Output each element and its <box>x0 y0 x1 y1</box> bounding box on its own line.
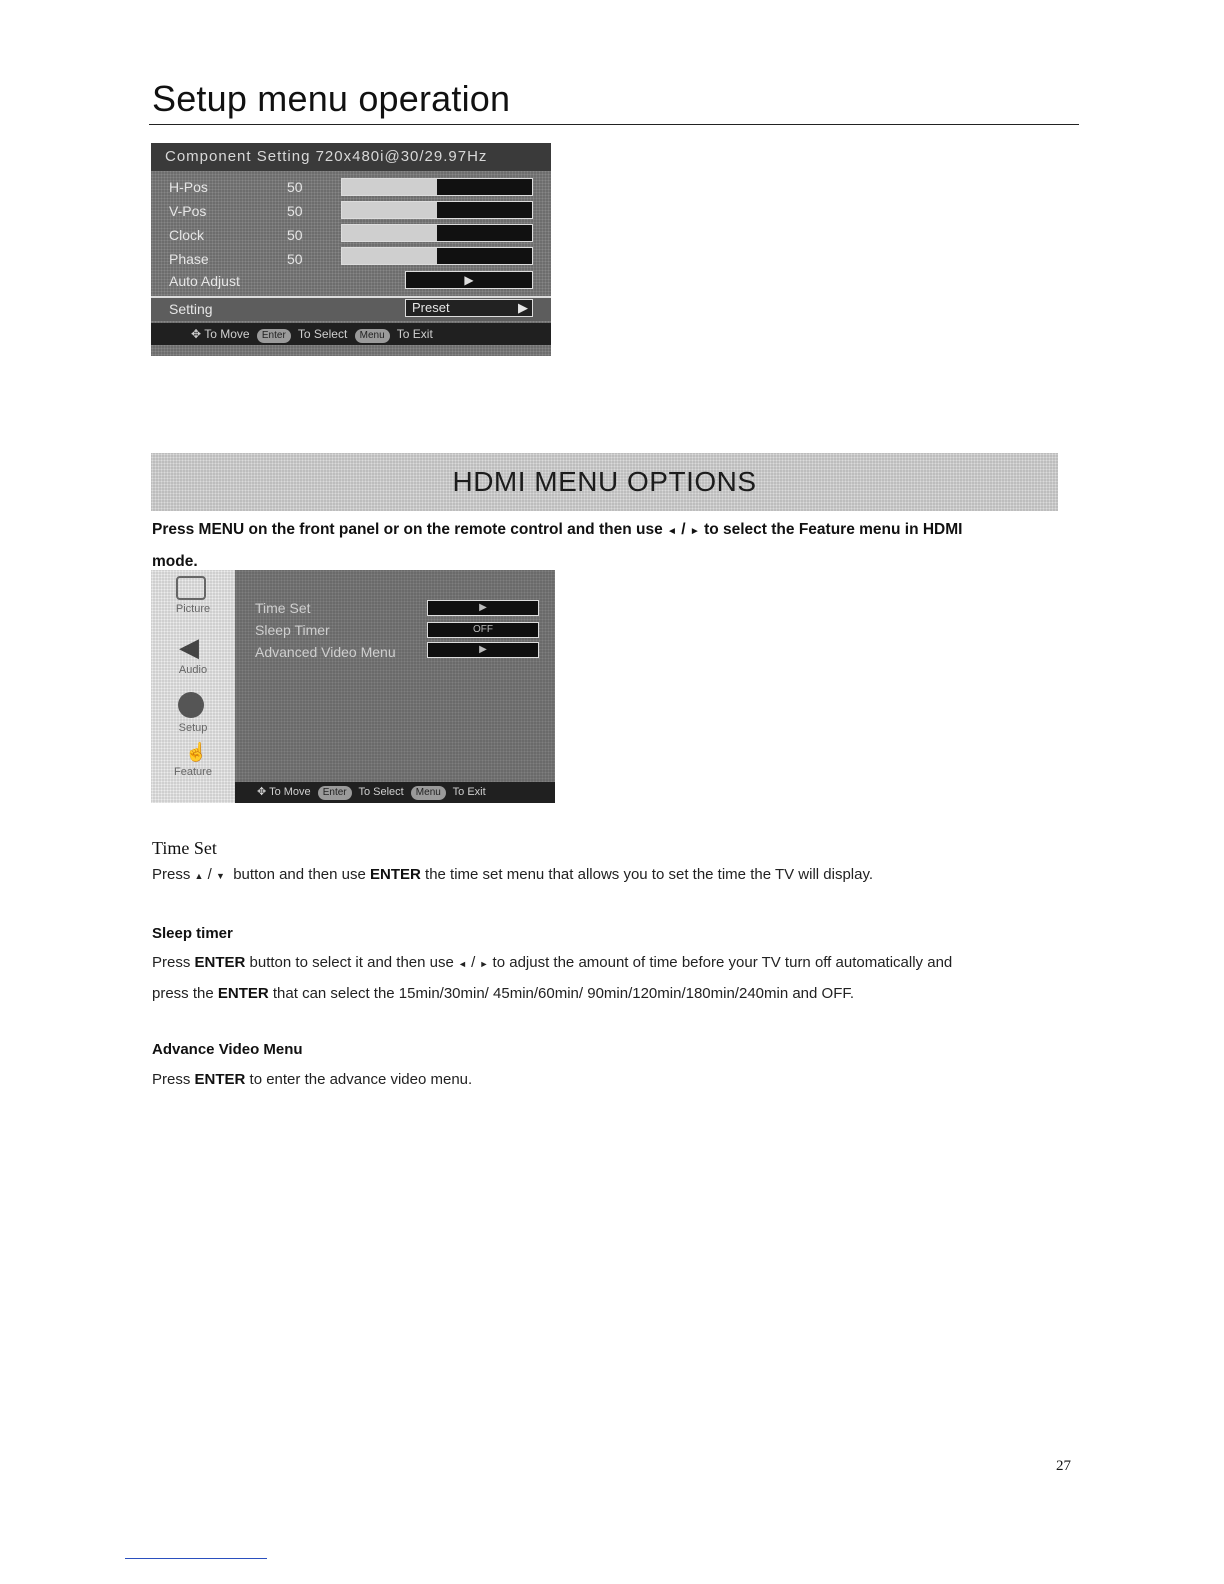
enter-keyword: ENTER <box>217 985 269 1002</box>
feature-menu-screenshot <box>151 570 555 803</box>
hdmi-instruction <box>152 515 1057 577</box>
text: Press <box>152 1071 191 1088</box>
setting-value: Preset <box>412 300 450 315</box>
component-setting-screenshot <box>151 143 551 356</box>
hpos-bar <box>341 178 533 196</box>
menu-item-sleep-timer: Sleep Timer <box>255 622 330 638</box>
osd-sidebar <box>151 570 235 803</box>
sleep-timer-box <box>427 622 539 638</box>
time-set-paragraph <box>152 860 1082 891</box>
sleep-timer-value: OFF <box>473 624 493 635</box>
enter-keyword: ENTER <box>194 1071 246 1088</box>
time-set-box <box>427 600 539 616</box>
arrow-right-icon: ▶ <box>479 602 487 613</box>
text: to adjust the amount of time before your TV turn off automatically and <box>492 954 953 971</box>
text: button to select it and then use <box>249 954 454 971</box>
text: Press <box>152 954 191 971</box>
side-item-picture: Picture <box>175 603 211 615</box>
text: button and then use <box>233 866 366 883</box>
auto-adjust-box <box>405 271 533 289</box>
up-arrow-icon: ▲ <box>194 871 204 881</box>
sleep-timer-paragraph <box>152 948 1087 1009</box>
advanced-video-box <box>427 642 539 658</box>
side-item-audio: Audio <box>178 664 208 676</box>
instruction-text: to select the Feature menu in HDMI <box>704 521 963 538</box>
row-label-vpos: V-Pos <box>169 203 207 219</box>
text: to enter the advance video menu. <box>249 1071 473 1088</box>
help-select: To Select <box>297 327 348 341</box>
feature-icon: ☝ <box>185 742 208 762</box>
help-exit: To Exit <box>452 786 486 798</box>
advance-video-heading: Advance Video Menu <box>152 1041 303 1058</box>
arrow-right-icon: ▶ <box>479 644 487 655</box>
footer-rule <box>125 1558 267 1559</box>
row-value-phase: 50 <box>287 251 303 267</box>
side-item-setup: Setup <box>178 722 208 734</box>
time-set-heading: Time Set <box>152 838 217 858</box>
help-move: To Move <box>269 786 311 798</box>
left-arrow-icon: ◄ <box>667 526 677 537</box>
advance-video-paragraph <box>152 1065 1082 1095</box>
menu-item-time-set: Time Set <box>255 600 311 616</box>
hdmi-banner <box>151 453 1058 511</box>
row-value-hpos: 50 <box>287 179 303 195</box>
sleep-timer-heading: Sleep timer <box>152 925 233 942</box>
title-rule <box>149 124 1079 125</box>
text: the time set menu that allows you to set the time the TV will display. <box>425 866 874 883</box>
enter-keyword: ENTER <box>370 866 421 883</box>
phase-bar <box>341 247 533 265</box>
enter-button-icon: Enter <box>257 329 291 343</box>
osd-help-bar <box>235 782 555 803</box>
osd-help-bar <box>151 323 551 345</box>
speaker-icon: ◀ <box>179 632 199 662</box>
row-label-phase: Phase <box>169 251 209 267</box>
left-arrow-icon: ◄ <box>458 959 467 969</box>
help-select: To Select <box>358 786 404 798</box>
instruction-separator: / <box>681 521 686 538</box>
row-value-clock: 50 <box>287 227 303 243</box>
page-title: Setup menu operation <box>152 78 511 119</box>
side-item-feature: Feature <box>174 766 212 778</box>
row-label-clock: Clock <box>169 227 205 243</box>
text: press the <box>152 985 214 1002</box>
text: / <box>471 954 476 971</box>
row-value-vpos: 50 <box>287 203 303 219</box>
text: that can select the 15min/30min/ 45min/60min/ 90min/120min/180min/240min and OFF. <box>272 985 855 1002</box>
help-exit: To Exit <box>396 327 433 341</box>
vpos-bar <box>341 201 533 219</box>
enter-keyword: ENTER <box>194 954 246 971</box>
menu-button-icon: Menu <box>355 329 390 343</box>
help-move: To Move <box>204 327 250 341</box>
setting-label: Setting <box>169 301 213 317</box>
hdmi-banner-text: HDMI MENU OPTIONS <box>452 466 757 497</box>
setup-icon <box>178 692 204 718</box>
clock-bar <box>341 224 533 242</box>
move-arrows-icon: ✥ <box>257 786 267 798</box>
menu-button-icon: Menu <box>411 786 446 800</box>
text: / <box>207 866 212 883</box>
menu-item-advanced-video: Advanced Video Menu <box>255 644 396 660</box>
row-label-hpos: H-Pos <box>169 179 208 195</box>
right-arrow-icon: ► <box>689 526 700 537</box>
down-arrow-icon: ▼ <box>215 871 225 881</box>
row-label-auto-adjust: Auto Adjust <box>169 273 240 289</box>
enter-button-icon: Enter <box>318 786 352 800</box>
arrow-right-icon: ▶ <box>518 300 528 315</box>
arrow-right-icon: ▶ <box>464 273 474 287</box>
instruction-text: Press MENU on the front panel or on the remote control and then use <box>152 521 663 538</box>
move-arrows-icon: ✥ <box>191 327 202 341</box>
tv-icon <box>176 576 206 600</box>
text: Press <box>152 866 191 883</box>
right-arrow-icon: ► <box>479 959 489 969</box>
osd-title: Component Setting 720x480i@30/29.97Hz <box>151 143 551 171</box>
page-number: 27 <box>1056 1458 1071 1474</box>
instruction-text: mode. <box>152 553 198 570</box>
preset-box <box>405 299 533 317</box>
